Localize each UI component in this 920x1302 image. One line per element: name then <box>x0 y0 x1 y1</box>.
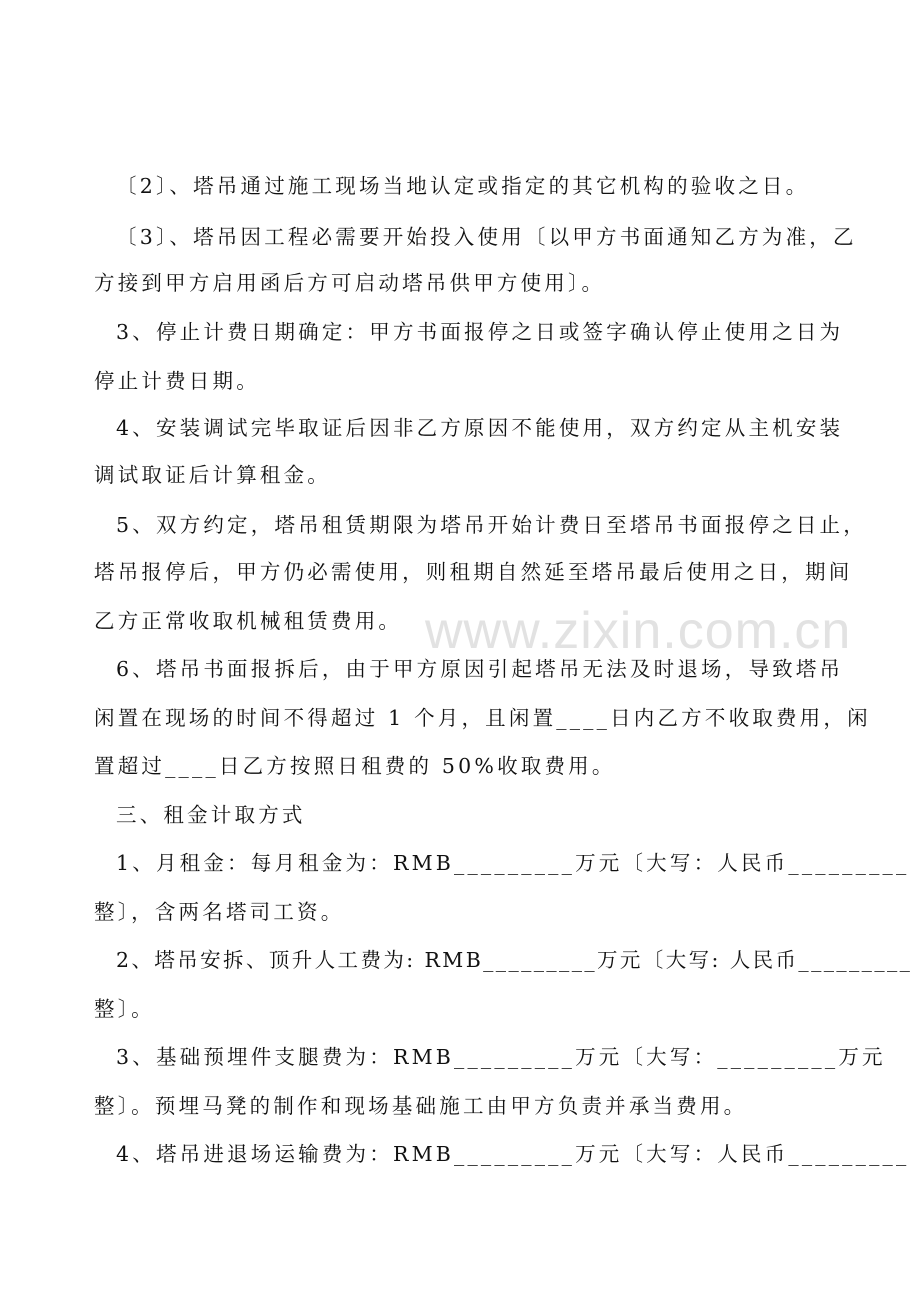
text-line: 乙方正常收取机械租赁费用。 <box>94 609 403 633</box>
text-line: 6、塔吊书面报拆后，由于甲方原因引起塔吊无法及时退场，导致塔吊 <box>116 657 844 681</box>
section-heading: 三、租金计取方式 <box>116 803 306 827</box>
text-line: 〔2〕、塔吊通过施工现场当地认定或指定的其它机构的验收之日。 <box>116 174 810 198</box>
text-line: 3、基础预埋件支腿费为：RMB_________万元〔大写：_________万元 <box>116 1045 886 1069</box>
text-line: 闲置在现场的时间不得超过 1 个月，且闲置____日内乙方不收取费用，闲 <box>94 706 871 730</box>
text-line: 置超过____日乙方按照日租费的 50%收取费用。 <box>94 754 616 778</box>
text-line: 5、双方约定，塔吊租赁期限为塔吊开始计费日至塔吊书面报停之日止， <box>116 513 867 537</box>
text-line: 整〕，含两名塔司工资。 <box>94 900 345 924</box>
text-line: 停止计费日期。 <box>94 369 260 393</box>
text-line: 调试取证后计算租金。 <box>94 463 331 487</box>
text-line: 整〕。预埋马凳的制作和现场基础施工由甲方负责并承当费用。 <box>94 1094 748 1118</box>
text-line: 整〕。 <box>94 997 155 1021</box>
text-line: 4、塔吊进退场运输费为：RMB_________万元〔大写：人民币_________ <box>116 1142 910 1166</box>
watermark: www.zixin.com.cn <box>425 602 852 660</box>
text-line: 〔3〕、塔吊因工程必需要开始投入使用〔以甲方书面通知乙方为准，乙 <box>116 225 857 249</box>
text-line: 2、塔吊安拆、顶升人工费为: RMB_________万元〔大写: 人民币_________ <box>116 948 913 972</box>
text-line: 塔吊报停后，甲方仍必需使用，则租期自然延至塔吊最后使用之日，期间 <box>94 560 853 584</box>
text-line: 方接到甲方启用函后方可启动塔吊供甲方使用〕。 <box>94 271 606 295</box>
text-line: 3、停止计费日期确定：甲方书面报停之日或签字确认停止使用之日为 <box>116 320 844 344</box>
text-line: 1、月租金：每月租金为：RMB_________万元〔大写：人民币_________ <box>116 851 910 875</box>
text-line: 4、安装调试完毕取证后因非乙方原因不能使用，双方约定从主机安装 <box>116 416 844 440</box>
